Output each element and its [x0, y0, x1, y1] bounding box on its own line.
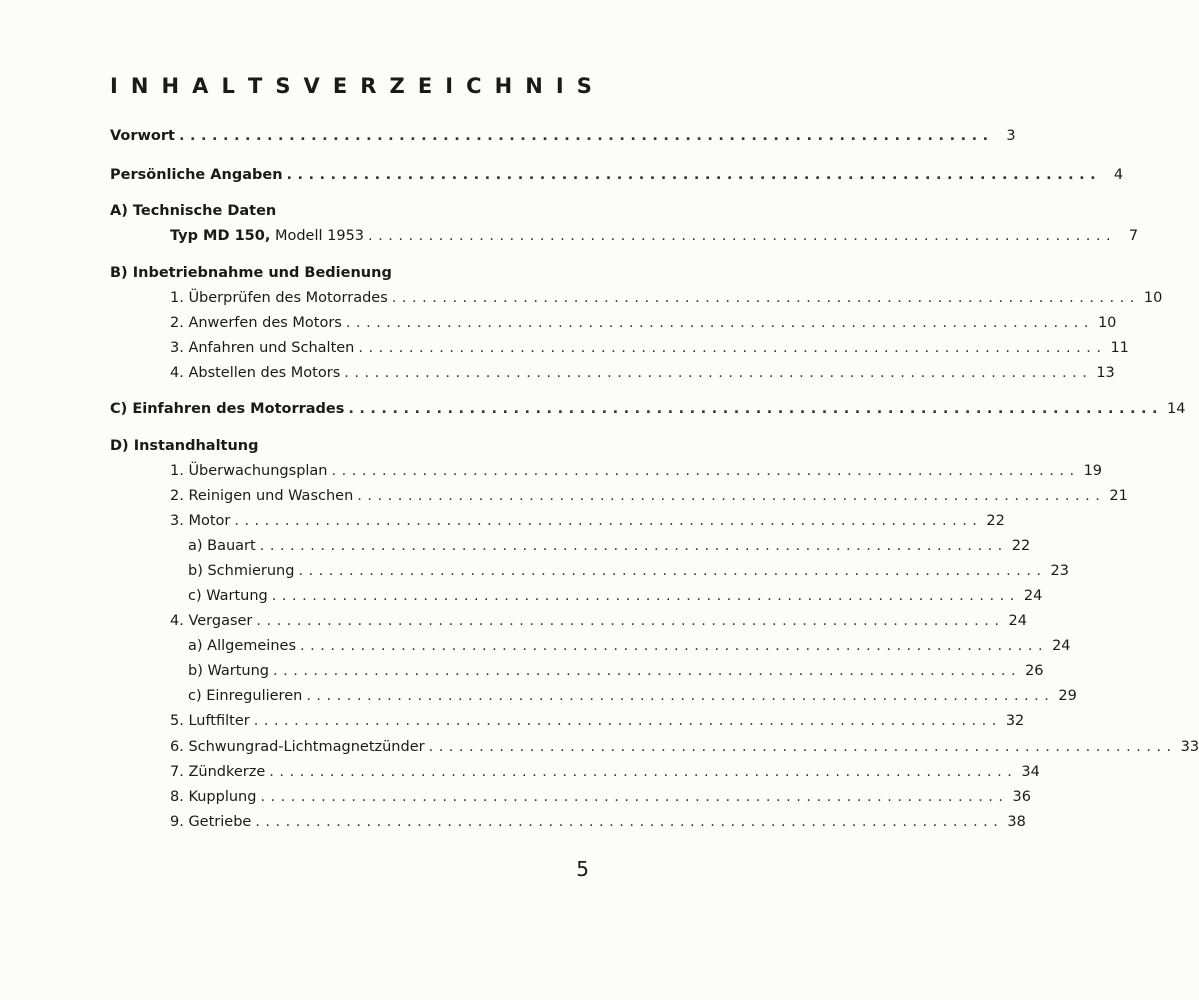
- toc-label: Persönliche Angaben: [110, 167, 283, 183]
- title-letter: S: [275, 74, 291, 98]
- toc-entry-persoenliche-angaben: [110, 164, 1124, 186]
- toc-label: 1. Überwachungsplan: [170, 463, 328, 479]
- title-letter: I: [110, 74, 118, 98]
- toc-page: 21: [1109, 488, 1128, 504]
- dot-leader: ..........................................................................: [306, 688, 1055, 704]
- toc-label: 6. Schwungrad-Lichtmagnetzünder: [170, 739, 425, 755]
- toc-label: b) Schmierung: [188, 563, 295, 579]
- toc-entry: [170, 362, 1115, 384]
- dot-leader: ..........................................................................: [286, 167, 1102, 183]
- dot-leader: ..........................................................................: [269, 764, 1018, 780]
- title-letter: I: [555, 74, 564, 98]
- toc-label: 9. Getriebe: [170, 814, 252, 830]
- page-title: [110, 72, 592, 100]
- toc-page: 24: [1008, 613, 1027, 629]
- dot-leader: ..........................................................................: [271, 588, 1020, 604]
- title-letter: C: [466, 74, 482, 98]
- toc-entry: [170, 710, 1025, 732]
- toc-page: 36: [1012, 789, 1031, 805]
- title-letter: E: [332, 74, 348, 98]
- dot-leader: ..........................................................................: [344, 365, 1093, 381]
- toc-page: 33: [1180, 739, 1199, 755]
- title-letter: E: [417, 74, 433, 98]
- title-letter: H: [494, 74, 513, 98]
- toc-entry: [170, 337, 1129, 359]
- dot-leader: ..........................................................................: [255, 814, 1004, 830]
- toc-entry: [188, 585, 1043, 607]
- dot-leader: ..........................................................................: [234, 513, 983, 529]
- toc-label: b) Wartung: [188, 663, 269, 679]
- dot-leader: ..........................................................................: [358, 340, 1107, 356]
- toc-page: 11: [1110, 340, 1129, 356]
- toc-heading-inbetriebnahme: B) Inbetriebnahme und Bedienung: [110, 265, 392, 281]
- toc-entry: [170, 312, 1117, 334]
- toc-page: 32: [1005, 713, 1025, 729]
- toc-label: 5. Luftfilter: [170, 713, 250, 729]
- dot-leader: ..........................................................................: [178, 128, 994, 144]
- toc-page: 23: [1050, 563, 1069, 579]
- toc-label: a) Bauart: [188, 538, 256, 554]
- toc-label-model: Modell 1953: [270, 228, 365, 244]
- toc-label: 4. Vergaser: [170, 613, 253, 629]
- title-letter: H: [161, 74, 180, 98]
- toc-label: 2. Anwerfen des Motors: [170, 315, 342, 331]
- toc-entry: [170, 510, 1005, 532]
- toc-label: 4. Abstellen des Motors: [170, 365, 341, 381]
- toc-label: 7. Zündkerze: [170, 764, 266, 780]
- title-letter: S: [576, 74, 592, 98]
- toc-page: 10: [1097, 315, 1117, 331]
- toc-page: 29: [1058, 688, 1077, 704]
- toc-entry-vorwort: [110, 125, 1016, 147]
- toc-page: 24: [1023, 588, 1043, 604]
- title-letter: A: [192, 74, 209, 98]
- dot-leader: ..........................................................................: [298, 563, 1047, 579]
- title-letter: R: [360, 74, 377, 98]
- dot-leader: ..........................................................................: [391, 290, 1140, 306]
- dot-leader: ..........................................................................: [260, 789, 1009, 805]
- toc-label: C) Einfahren des Motorrades: [110, 401, 345, 417]
- toc-heading-technische-daten: A) Technische Daten: [110, 203, 277, 219]
- toc-page: 13: [1096, 365, 1115, 381]
- toc-page: 3: [1006, 128, 1016, 144]
- toc-label: c) Einregulieren: [188, 688, 303, 704]
- dot-leader: ..........................................................................: [345, 315, 1094, 331]
- title-letter: T: [247, 74, 263, 98]
- toc-page: 19: [1083, 463, 1103, 479]
- toc-entry: [170, 736, 1199, 758]
- toc-page: 22: [986, 513, 1005, 529]
- toc-page: 24: [1052, 638, 1071, 654]
- toc-page: 22: [1011, 538, 1031, 554]
- dot-leader: ..........................................................................: [428, 739, 1177, 755]
- toc-entry: [170, 811, 1026, 833]
- toc-label: 3. Anfahren und Schalten: [170, 340, 355, 356]
- dot-leader: ..........................................................................: [331, 463, 1080, 479]
- toc-page: 38: [1007, 814, 1026, 830]
- toc-entry: [170, 287, 1163, 309]
- toc-label: 8. Kupplung: [170, 789, 257, 805]
- toc-label: Vorwort: [110, 128, 175, 144]
- dot-leader: ..........................................................................: [348, 401, 1164, 417]
- toc-entry: [188, 535, 1031, 557]
- title-letter: V: [303, 74, 320, 98]
- toc-entry: [170, 485, 1128, 507]
- dot-leader: ..........................................................................: [253, 713, 1002, 729]
- toc-page: 7: [1128, 228, 1139, 244]
- dot-leader: ..........................................................................: [300, 638, 1049, 654]
- toc-label: [170, 225, 364, 247]
- toc-entry: [170, 460, 1103, 482]
- title-letter: Z: [389, 74, 405, 98]
- dot-leader: ..........................................................................: [273, 663, 1022, 679]
- toc-label: c) Wartung: [188, 588, 268, 604]
- toc-page: 10: [1143, 290, 1163, 306]
- toc-entry: [170, 761, 1040, 783]
- toc-label: 1. Überprüfen des Motorrades: [170, 290, 388, 306]
- dot-leader: ..........................................................................: [259, 538, 1008, 554]
- toc-page: 14: [1167, 401, 1186, 417]
- toc-page: 34: [1021, 764, 1040, 780]
- title-letter: N: [525, 74, 543, 98]
- dot-leader: ..........................................................................: [256, 613, 1005, 629]
- title-letter: N: [130, 74, 149, 98]
- toc-entry: [188, 660, 1044, 682]
- toc-entry: [170, 786, 1031, 808]
- toc-entry-typ: [170, 225, 1139, 247]
- toc-page: 4: [1113, 167, 1124, 183]
- page-number: 5: [576, 857, 589, 881]
- toc-label: a) Allgemeines: [188, 638, 296, 654]
- toc-label-type: Typ MD 150,: [170, 228, 271, 244]
- dot-leader: ..........................................................................: [357, 488, 1106, 504]
- toc-entry: [170, 610, 1027, 632]
- toc-entry: [188, 560, 1069, 582]
- title-letter: L: [221, 74, 235, 98]
- toc-label: 2. Reinigen und Waschen: [170, 488, 354, 504]
- toc-entry: [188, 685, 1077, 707]
- title-letter: I: [445, 74, 454, 98]
- toc-page: 26: [1025, 663, 1044, 679]
- toc-entry-einfahren: [110, 398, 1186, 420]
- toc-heading-instandhaltung: D) Instandhaltung: [110, 438, 259, 454]
- toc-label: 3. Motor: [170, 513, 231, 529]
- dot-leader: ..........................................................................: [368, 228, 1117, 244]
- toc-entry: [188, 635, 1071, 657]
